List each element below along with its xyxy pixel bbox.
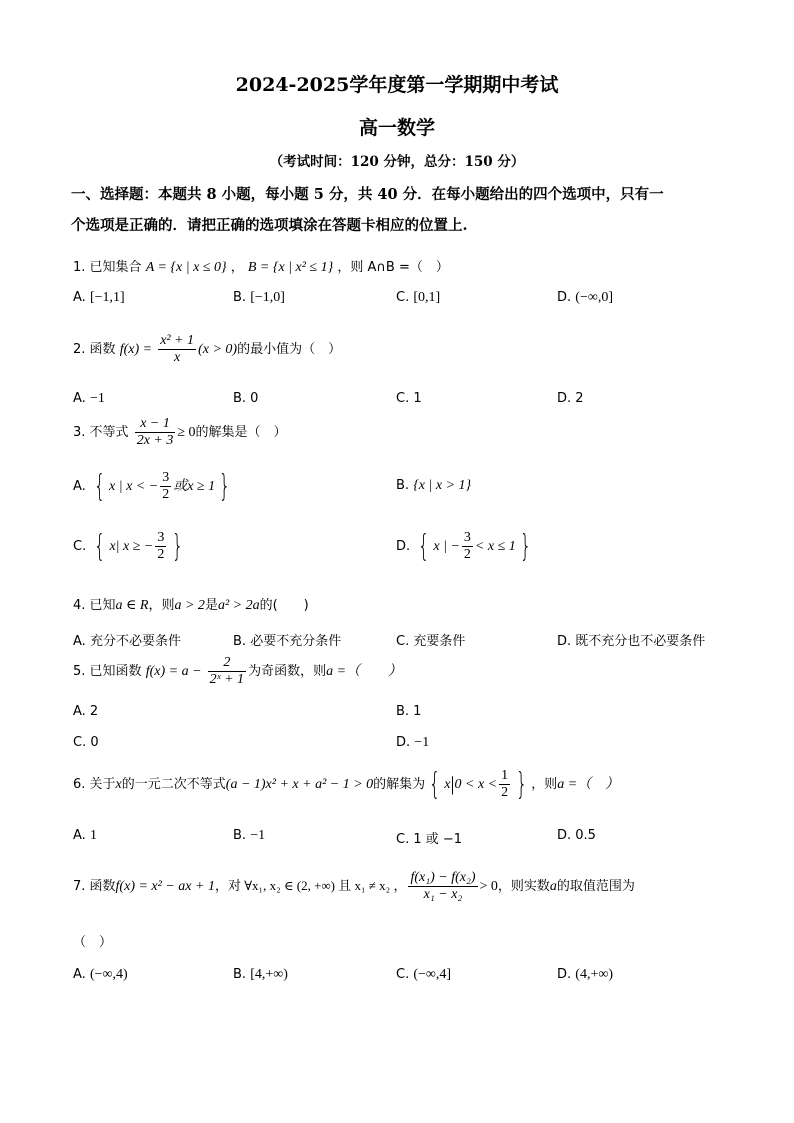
option-fraction [160, 470, 171, 503]
q6-prefix: 6. 关于 [73, 777, 116, 792]
q5-prefix: 5. 已知函数 [73, 664, 142, 679]
q7-relation: > 0 [479, 879, 498, 894]
q4-option-b [233, 630, 341, 649]
q4-option-c [396, 630, 465, 649]
q6-denominator: 2 [501, 785, 509, 800]
section-heading-line1: 一、选择题：本题共 8 小题，每小题 5 分，共 40 分．在每小题给出的四个选项中，只有一 [71, 186, 664, 203]
q5-option-c: C. 0 [73, 735, 99, 750]
q4-math: a ∈ R [115, 598, 149, 613]
option-letter: D. [396, 539, 411, 554]
question-3 [73, 416, 287, 449]
option-value: 充要条件 [413, 634, 466, 649]
option-letter: C. [396, 290, 410, 305]
q4-text: 是 [204, 598, 218, 613]
q7-prefix: 7. 函数 [73, 879, 116, 894]
q7-option-c [396, 967, 451, 983]
option-value: (−∞,0] [575, 290, 613, 305]
option-letter: A. [73, 828, 86, 843]
q7-fraction [408, 870, 477, 903]
q2-prefix: 2. 函数 [73, 342, 116, 357]
brace-open-icon: { [94, 528, 106, 564]
q7-numerator: f(x₁) − f(x₂) [410, 870, 476, 885]
brace-open-icon: { [418, 528, 430, 564]
option-value: 1 [89, 828, 97, 843]
section-heading-line2: 个选项是正确的．请把正确的选项填涂在答题卡相应的位置上. [71, 217, 468, 234]
q5-suffix: 为奇函数，则 [248, 664, 327, 679]
denominator: 2 [157, 547, 165, 562]
q4-option-d [557, 630, 705, 649]
q7-var: a [549, 879, 557, 894]
q1-suffix: ，则 A∩B =（ ） [337, 260, 449, 275]
question-2 [73, 333, 341, 366]
q3-numerator: x − 1 [135, 416, 176, 433]
q2-denominator: x [174, 350, 181, 365]
q3-option-d [396, 530, 535, 563]
option-text: x| x ≥ − [109, 539, 154, 554]
exam-info: （考试时间：120 分钟，总分：150 分） [269, 154, 525, 170]
option-letter: B. [233, 634, 247, 649]
brace-close-icon: } [218, 468, 231, 504]
q6-text: 的解集为 [373, 777, 426, 792]
option-letter: B. [396, 478, 410, 493]
option-letter: D. [557, 290, 572, 305]
question-1: 1. 已知集合 A = {x | x ≤ 0} ， B = {x | x² ≤ 1} ，则 A∩B =（ ） [73, 260, 449, 275]
q1-set-a: A = {x | x ≤ 0} [145, 260, 227, 275]
brace-close-icon: } [519, 528, 532, 564]
option-letter: B. [233, 290, 247, 305]
option-value: 必要不充分条件 [250, 634, 342, 649]
option-value: (4,+∞) [575, 967, 613, 982]
q3-option-a [73, 470, 234, 503]
option-text: x | x < − [109, 479, 159, 494]
q3-option-b [396, 478, 471, 494]
q6-set-cond: 0 < x < [454, 777, 498, 792]
option-value: −1 [89, 391, 105, 406]
q1-option-d [557, 290, 613, 306]
q7-suffix: 的取值范围为 [556, 879, 635, 894]
q3-denominator: 2x + 3 [136, 433, 174, 448]
numerator: 3 [463, 530, 471, 545]
option-letter: C. [396, 634, 410, 649]
q5-denominator: 2ˣ + 1 [209, 672, 245, 687]
option-value: −1 [414, 735, 430, 750]
q7-suffix: ，则实数 [497, 879, 550, 894]
option-value: 既不充分也不必要条件 [575, 634, 706, 649]
q6-fraction [499, 768, 510, 801]
q2-numerator: x² + 1 [160, 333, 195, 348]
q4-math: a² > 2a [217, 598, 260, 613]
q2-condition: (x > 0) [198, 342, 238, 357]
numerator: 3 [157, 530, 165, 545]
q2-option-c: C. 1 [396, 391, 422, 406]
q6-option-b [233, 828, 265, 844]
q1-prefix: 1. 已知集合 [73, 260, 142, 275]
option-letter: A. [73, 634, 86, 649]
q2-function: f(x) = [119, 342, 153, 357]
q6-suffix: ，则 [531, 777, 558, 792]
option-text: 或x ≥ 1 [173, 479, 216, 494]
q4-option-a [73, 630, 181, 649]
option-text: < x ≤ 1 [474, 539, 516, 554]
q1-option-a [73, 290, 125, 306]
option-letter: C. [396, 967, 410, 982]
q5-tail: a =（ ） [326, 664, 403, 679]
option-letter: B. [233, 828, 247, 843]
option-value: [0,1] [413, 290, 441, 305]
option-text: x | − [433, 539, 460, 554]
option-value: [−1,0] [250, 290, 285, 305]
q7-denominator: x₁ − x₂ [423, 887, 463, 902]
q6-var: x [115, 777, 122, 792]
brace-close-icon: } [515, 766, 528, 802]
question-4 [73, 594, 309, 614]
q2-option-d: D. 2 [557, 391, 584, 406]
q6-option-d: D. 0.5 [557, 828, 596, 843]
option-value: −1 [250, 828, 266, 843]
q6-option-a [73, 828, 97, 844]
q7-paren: （ ） [73, 935, 113, 950]
q4-text: 4. 已知 [73, 598, 116, 613]
q6-option-c: C. 1 或 −1 [396, 832, 463, 847]
option-fraction [462, 530, 473, 563]
option-letter: A. [73, 391, 86, 406]
option-value: [4,+∞) [250, 967, 288, 982]
q5-option-b: B. 1 [396, 704, 422, 719]
option-letter: C. [73, 539, 87, 554]
brace-open-icon: { [429, 766, 441, 802]
numerator: 3 [162, 470, 170, 485]
question-6 [73, 768, 619, 801]
q7-condition: ，对 ∀x₁, x₂ ∈ (2, +∞) 且 x₁ ≠ x₂ ， [214, 878, 407, 893]
option-letter: A. [73, 967, 86, 982]
option-value: (−∞,4) [89, 967, 128, 982]
q3-fraction [135, 416, 176, 449]
q6-set-var: x [444, 777, 451, 792]
option-letter: A. [73, 479, 86, 494]
q6-text: 的一元二次不等式 [121, 777, 226, 792]
option-value: (−∞,4] [413, 967, 452, 982]
option-letter: D. [557, 634, 572, 649]
option-value: {x | x > 1} [413, 478, 472, 493]
option-value: 充分不必要条件 [89, 634, 181, 649]
q1-option-b [233, 290, 285, 306]
q4-math: a > 2 [174, 598, 205, 613]
option-fraction [155, 530, 166, 563]
q3-prefix: 3. 不等式 [73, 425, 129, 440]
q7-option-d [557, 967, 613, 983]
q1-option-c [396, 290, 440, 306]
q6-inequality: (a − 1)x² + x + a² − 1 > 0 [225, 777, 374, 792]
question-7 [73, 870, 635, 903]
q5-fraction [208, 655, 246, 688]
q7-option-b [233, 967, 288, 983]
q3-relation: ≥ 0 [177, 425, 196, 440]
divider-bar-icon: | [450, 773, 455, 795]
q2-option-b: B. 0 [233, 391, 259, 406]
q6-tail: a =（ ） [557, 777, 620, 792]
q2-option-a [73, 391, 105, 407]
q5-option-a: A. 2 [73, 704, 99, 719]
q7-option-a [73, 967, 128, 983]
q5-function: f(x) = a − [145, 664, 202, 679]
q6-numerator: 1 [501, 768, 509, 783]
q3-option-c [73, 530, 187, 563]
q5-numerator: 2 [208, 655, 246, 672]
option-letter: A. [73, 290, 86, 305]
q1-set-b: B = {x | x² ≤ 1} [247, 260, 334, 275]
option-letter: D. [557, 967, 572, 982]
q5-option-d [396, 735, 429, 751]
denominator: 2 [162, 487, 170, 502]
option-letter: D. [396, 735, 411, 750]
denominator: 2 [463, 547, 471, 562]
q4-text: ，则 [148, 598, 175, 613]
option-value: [−1,1] [89, 290, 125, 305]
q2-suffix: 的最小值为（ ） [237, 342, 342, 357]
q2-fraction [158, 333, 196, 366]
option-letter: B. [233, 967, 247, 982]
brace-close-icon: } [172, 528, 184, 564]
question-5 [73, 655, 402, 688]
q7-function: f(x) = x² − ax + 1 [115, 879, 215, 894]
q4-text: 的( ) [259, 598, 309, 613]
exam-subject: 高一数学 [358, 117, 435, 139]
q3-suffix: 的解集是（ ） [195, 425, 287, 440]
exam-title: 2024-2025学年度第一学期期中考试 [235, 74, 559, 96]
brace-open-icon: { [93, 468, 106, 504]
